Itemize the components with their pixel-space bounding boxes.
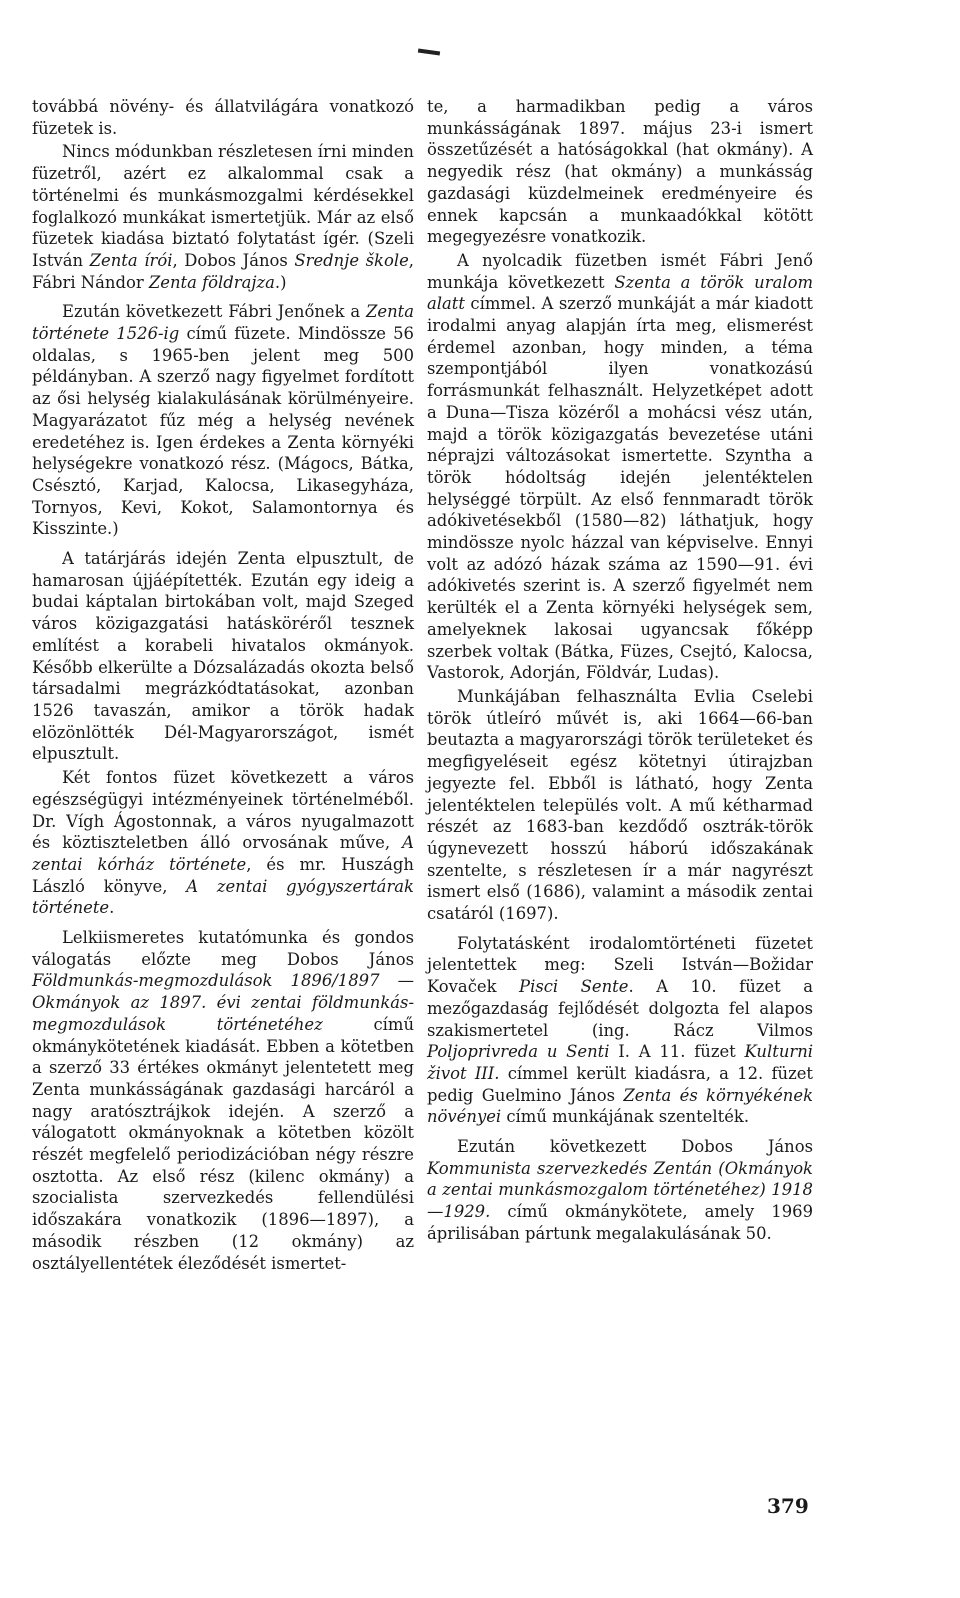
top-ink-mark (418, 48, 440, 55)
paragraph: Munkájában felhasználta Evlia Cselebi török útleíró művét is, aki 1664—66-ban beutazta a magyarországi török területeket és megfigyeléseit egész kötetnyi útirajzban jegyezte fel. Ebből is látható, hogy Zenta jelentéktelen település volt. A mű kétharmad részét az 1683-ban kezdődő osztrák-török úgynevezett hosszú háború időszakának szentelte, s részletesen ír a már nagyrészt ismert első (1686), valamint a második zentai csatáról (1697). (427, 686, 813, 924)
paragraph: Nincs módunkban részletesen írni minden füzetről, azért ez alkalommal csak a történelmi és munkásmozgalmi kérdésekkel foglalkozó munkákat ismertetjük. Már az első füzetek kiadása biztató folytatást ígér. (Szeli István Zenta írói, Dobos János Srednje škole, Fábri Nándor Zenta földrajza.) (32, 142, 414, 292)
paragraph: Ezután következett Dobos János Kommunista szervezkedés Zentán (Okmányok a zentai munkásmozgalom történetéhez) 1918—1929. című okmánykötete, amely 1969 áprilisában pártunk megalakulásának 50. (427, 1137, 813, 1243)
paragraph: Ezután következett Fábri Jenőnek a Zenta története 1526-ig című füzete. Mindössze 56 oldalas, s 1965-ben jelent meg 500 példányban. A szerző nagy figyelmet fordított az ősi helység kialakulásának körülményeire. Magyarázatot fűz még a helység nevének eredetéhez is. Igen érdekes a Zenta környéki helységekre vonatkozó rész. (Mágocs, Bátka, Csésztó, Karjad, Kalocsa, Likasegyháza, Tornyos, Kevi, Kokot, Salamontornya és Kisszinte.) (32, 302, 414, 539)
paragraph: Lelkiismeretes kutatómunka és gondos válogatás előzte meg Dobos János Földmunkás-megmozdulások 1896/1897 — Okmányok az 1897. évi zentai földmunkás-megmozdulások történetéhez című okmánykötetének kiadását. Ebben a kötetben a szerző 33 értékes okmányt jelentetett meg Zenta munkásságának gazdasági harcáról a nagy aratósztrájkok idején. A szerző a válogatott okmányoknak a kötetben közölt részét megfelelő periodizációban négy részre osztotta. Az első rész (kilenc okmány) a szocialista szervezkedés fellendülési időszakára vonatkozik (1896—1897), a második részben (12 okmány) az osztályellentétek éleződését ismertet- (32, 928, 415, 1273)
page-number: 379 (767, 1494, 809, 1518)
paragraph: te, a harmadikban pedig a város munkásságának 1897. május 23-i ismert összetűzését a hatóságokkal (hat okmány). A negyedik rész (hat okmány) a munkásság gazdasági küzdelmeinek eredményeire és ennek kapcsán a munkaadókkal kötött megegyezésre vonatkozik. (427, 97, 813, 247)
left-column (32, 96, 414, 1276)
paragraph: A nyolcadik füzetben ismét Fábri Jenő munkája következett Szenta a török uralom alatt címmel. A szerző munkáját a már kiadott irodalmi anyag alapján írta meg, elismerést érdemel azonban, hogy minden, a téma szempontjából ilyen vonatkozású forrásmunkát felhasznált. Helyzetképet adott a Duna—Tisza közéről a mohácsi vész után, majd a török közigazgatás bevezetése utáni néprajzi változásokat ismertette. Szyntha a török hódoltság idején jelentéktelen helységgé törpült. Az első fennmaradt török adókivetésekből (1580—82) láthatjuk, hogy mindössze nyolc házzal van képviselve. Ennyi volt az adózó házak száma az 1590—91. évi adókivetés szerint is. A szerző figyelmét nem kerülték el a Zenta környéki helységek sem, amelyeknek lakosai ugyancsak főképp szerbek voltak (Bátka, Füzes, Csejtó, Kalocsa, Vastorok, Adorján, Földvár, Ludas). (427, 250, 813, 683)
paragraph: Két fontos füzet következett a város egészségügyi intézményeinek történelméből. Dr. Vígh Ágostonnak, a város nyugalmazott és köztiszteletben álló orvosának műve, A zentai kórház története, és mr. Huszágh László könyve, A zentai gyógyszertárak története. (32, 768, 414, 918)
paragraph: továbbá növény- és állatvilágára vonatkozó füzetek is. (32, 97, 414, 138)
paragraph: Folytatásként irodalomtörténeti füzetet jelentettek meg: Szeli István—Božidar Kovaček Pisci Sente. A 10. füzet a mezőgazdaság fejlődését dolgozta fel alapos szakismertetel (ing. Rácz Vilmos Poljoprivreda u Senti I. A 11. füzet Kulturni život III. címmel került kiadásra, a 12. füzet pedig Guelmino János Zenta és környékének növényei című munkájának szentelték. (427, 933, 814, 1127)
paragraph: A tatárjárás idején Zenta elpusztult, de hamarosan újjáépítették. Ezután egy ideig a budai káptalan birtokában volt, majd Szeged város közigazgatási hatásköréről tesznek említést a korabeli hivatalos okmányok. Később elkerülte a Dózsalázadás okozta belső társadalmi megrázkódtatásokat, azonban 1526 tavaszán, amikor a török hadak elözönlötték Dél-Magyarországot, ismét elpusztult. (32, 549, 414, 764)
right-column (427, 96, 813, 1247)
